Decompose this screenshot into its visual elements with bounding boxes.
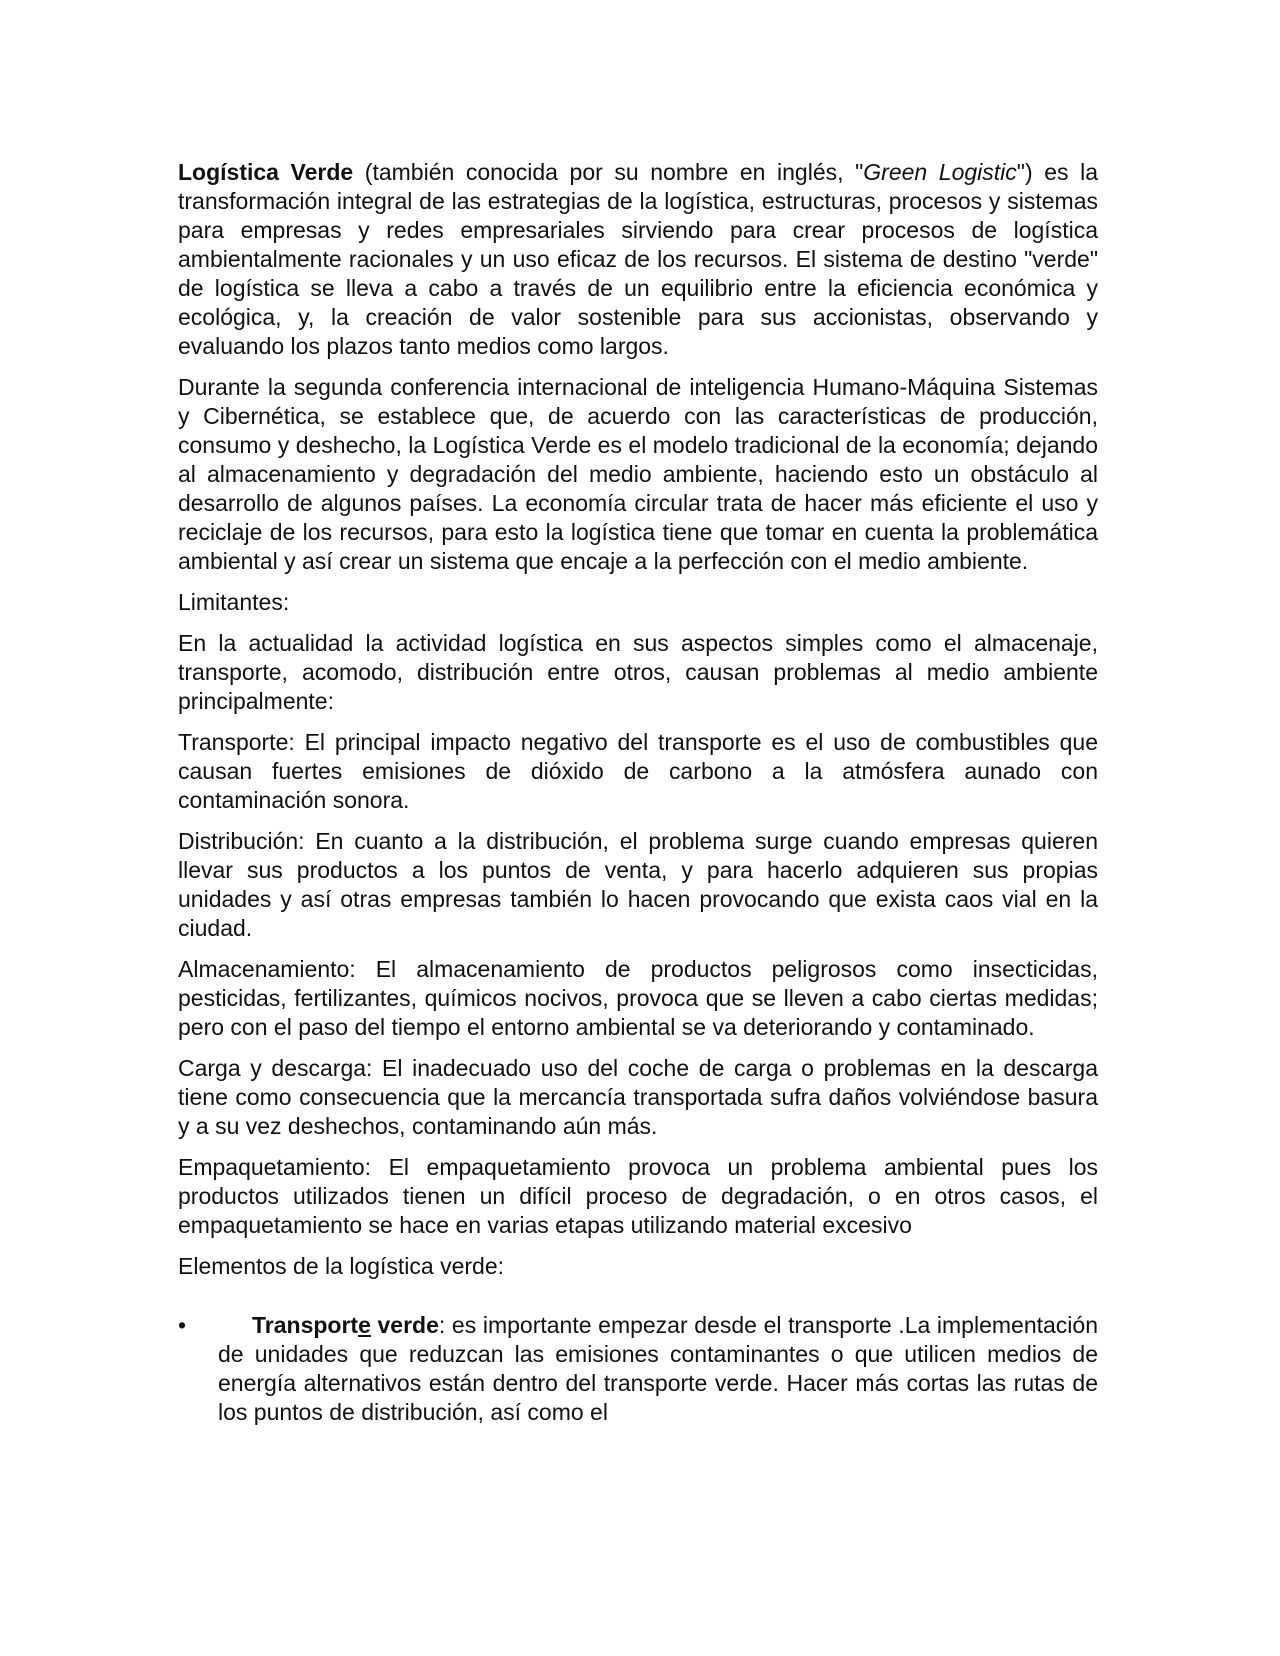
empaquetamiento-paragraph: Empaquetamiento: El empaquetamiento provoca un problema ambiental pues los productos utilizados tienen un difícil proceso de degradación, o en otros casos, el empaquetamiento se hace en varias etapas utilizando material excesivo (178, 1154, 1098, 1238)
document-page (178, 158, 1098, 1427)
elementos-heading: Elementos de la logística verde: (178, 1253, 505, 1279)
term-green-logistic: Green Logistic (863, 159, 1017, 185)
elementos-list (178, 1311, 1098, 1427)
bullet-title-part-a: Transport (252, 1312, 359, 1338)
bullet-icon: • (178, 1312, 187, 1338)
almacenamiento-paragraph: Almacenamiento: El almacenamiento de productos peligrosos como insecticidas, pesticidas, fertilizantes, químicos nocivos, provoca que se lleven a cabo ciertas medidas; pero con el paso del tiempo el entorno ambiental se va deteriorando y contaminado. (178, 956, 1098, 1040)
bullet-body: : es importante empezar desde el transporte .La implementación de unidades que reduzcan las emisiones contaminantes o que utilicen medios de energía alternativos están dentro del transporte verde. Hacer más cortas las rutas de los puntos de distribución, así como el (218, 1312, 1098, 1425)
transporte-paragraph: Transporte: El principal impacto negativo del transporte es el uso de combustibles que causan fuertes emisiones de dióxido de carbono a la atmósfera aunado con contaminación sonora. (178, 729, 1098, 813)
intro-text-b: ") es la transformación integral de las estrategias de la logística, estructuras, procesos y sistemas para empresas y redes empresariales sirviendo para crear procesos de logística ambientalmente racionales y un uso eficaz de los recursos. El sistema de destino "verde" de logística se lleva a cabo a través de un equilibrio entre la eficiencia económica y ecológica, y, la creación de valor sostenible para sus accionistas, observando y evaluando los plazos tanto medios como largos. (178, 159, 1098, 359)
term-logistica-verde: Logística Verde (178, 159, 354, 185)
carga-descarga-paragraph: Carga y descarga: El inadecuado uso del coche de carga o problemas en la descarga tiene como consecuencia que la mercancía transportada sufra daños volviéndose basura y a su vez deshechos, contaminando aún más. (178, 1055, 1098, 1139)
bullet-title-part-b: e (358, 1312, 371, 1338)
limitantes-heading: Limitantes: (178, 589, 290, 615)
intro-text-a: (también conocida por su nombre en inglés, " (353, 159, 864, 185)
conference-paragraph: Durante la segunda conferencia internacional de inteligencia Humano-Máquina Sistemas y Cibernética, se establece que, de acuerdo con las características de producción, consumo y deshecho, la Logística Verde es el modelo tradicional de la economía; dejando al almacenamiento y degradación del medio ambiente, haciendo esto un obstáculo al desarrollo de algunos países. La economía circular trata de hacer más eficiente el uso y reciclaje de los recursos, para esto la logística tiene que tomar en cuenta la problemática ambiental y así crear un sistema que encaje a la perfección con el medio ambiente. (178, 374, 1098, 574)
intro-paragraph (178, 158, 1098, 361)
distribucion-paragraph: Distribución: En cuanto a la distribución, el problema surge cuando empresas quieren llevar sus productos a los puntos de venta, y para hacerlo adquieren sus propias unidades y así otras empresas también lo hacen provocando que exista caos vial en la ciudad. (178, 828, 1098, 941)
list-item (178, 1311, 1098, 1427)
bullet-title (252, 1312, 439, 1338)
actualidad-paragraph: En la actualidad la actividad logística en sus aspectos simples como el almacenaje, transporte, acomodo, distribución entre otros, causan problemas al medio ambiente principalmente: (178, 630, 1098, 714)
bullet-title-part-c: verde (370, 1312, 439, 1338)
